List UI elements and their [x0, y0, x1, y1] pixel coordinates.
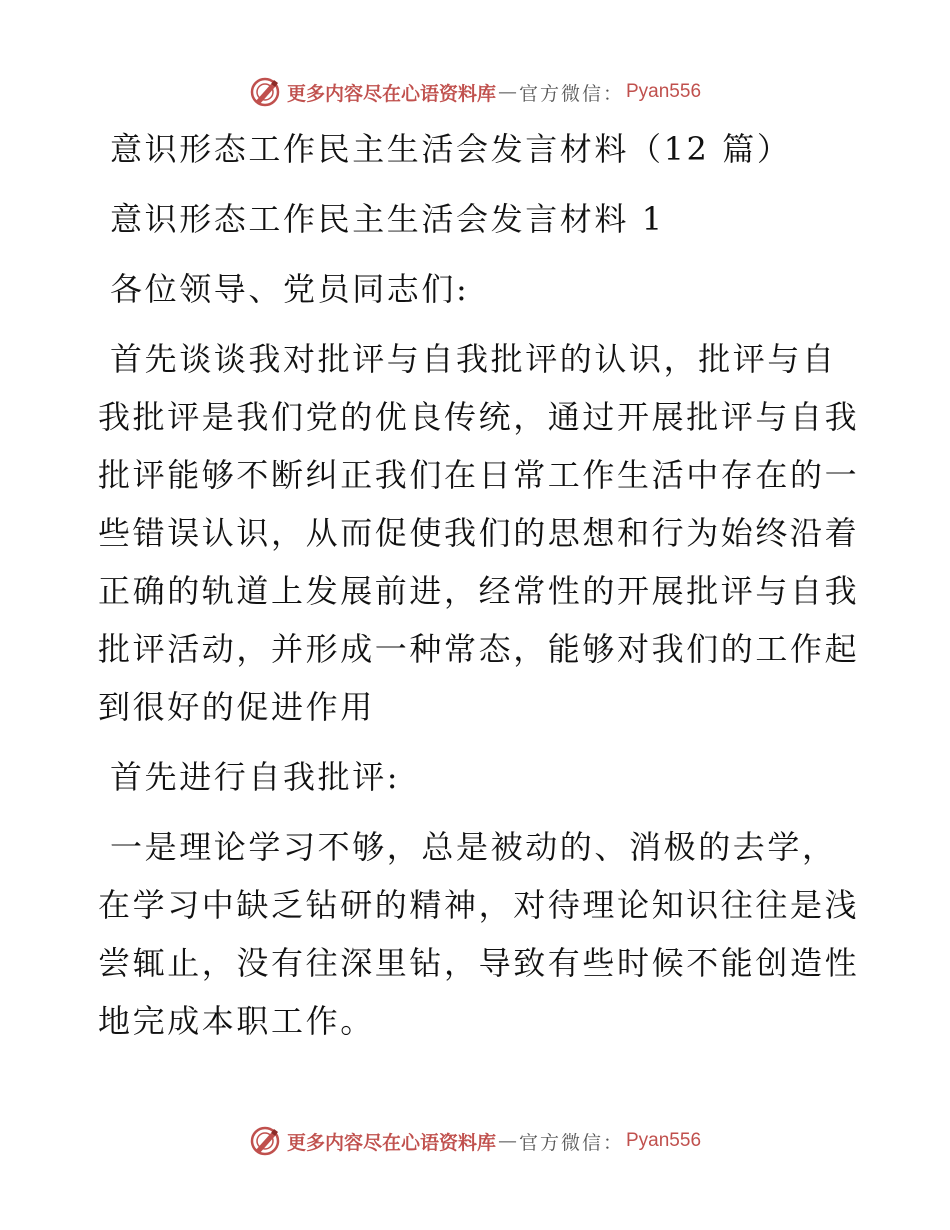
watermark-wechat-label: 官方微信：	[518, 1131, 624, 1154]
paragraph-line: 尝辄止，没有往深里钻，导致有些时候不能创造性	[98, 944, 860, 982]
paragraph-2	[98, 818, 858, 1050]
paragraph-1	[98, 330, 858, 736]
watermark-wechat-label: 官方微信：	[518, 82, 624, 105]
watermark-dash: —	[497, 81, 517, 103]
paragraph-line: 我批评是我们党的优良传统，通过开展批评与自我	[98, 398, 860, 436]
salutation: 各位领导、党员同志们:	[110, 270, 470, 308]
header-watermark	[0, 72, 950, 112]
logo-icon	[249, 1125, 281, 1157]
watermark-dash: —	[497, 1130, 517, 1152]
document-subtitle: 意识形态工作民主生活会发言材料 1	[110, 200, 665, 238]
paragraph-line: 在学习中缺乏钻研的精神，对待理论知识往往是浅	[98, 886, 860, 924]
logo-icon	[249, 76, 281, 108]
watermark-text: 更多内容尽在心语资料库	[286, 1131, 496, 1154]
paragraph-line: 批评能够不断纠正我们在日常工作生活中存在的一	[98, 456, 860, 494]
paragraph-line: 些错误认识，从而促使我们的思想和行为始终沿着	[98, 514, 860, 552]
paragraph-line: 地完成本职工作。	[98, 1002, 375, 1040]
paragraph-line: 一是理论学习不够，总是被动的、消极的去学，	[110, 828, 837, 866]
watermark-text: 更多内容尽在心语资料库	[286, 82, 496, 105]
paragraph-line: 到很好的促进作用	[98, 688, 375, 726]
section-heading: 首先进行自我批评:	[110, 758, 401, 796]
paragraph-line: 正确的轨道上发展前进，经常性的开展批评与自我	[98, 572, 860, 610]
watermark-wechat-id: Pyan556	[626, 1130, 702, 1151]
document-title: 意识形态工作民主生活会发言材料（12 篇）	[110, 130, 792, 168]
watermark-wechat-id: Pyan556	[626, 81, 702, 102]
document-body	[98, 120, 858, 1050]
paragraph-line: 批评活动，并形成一种常态，能够对我们的工作起	[98, 630, 860, 668]
paragraph-line: 首先谈谈我对批评与自我批评的认识，批评与自	[110, 340, 837, 378]
footer-watermark	[0, 1121, 950, 1161]
